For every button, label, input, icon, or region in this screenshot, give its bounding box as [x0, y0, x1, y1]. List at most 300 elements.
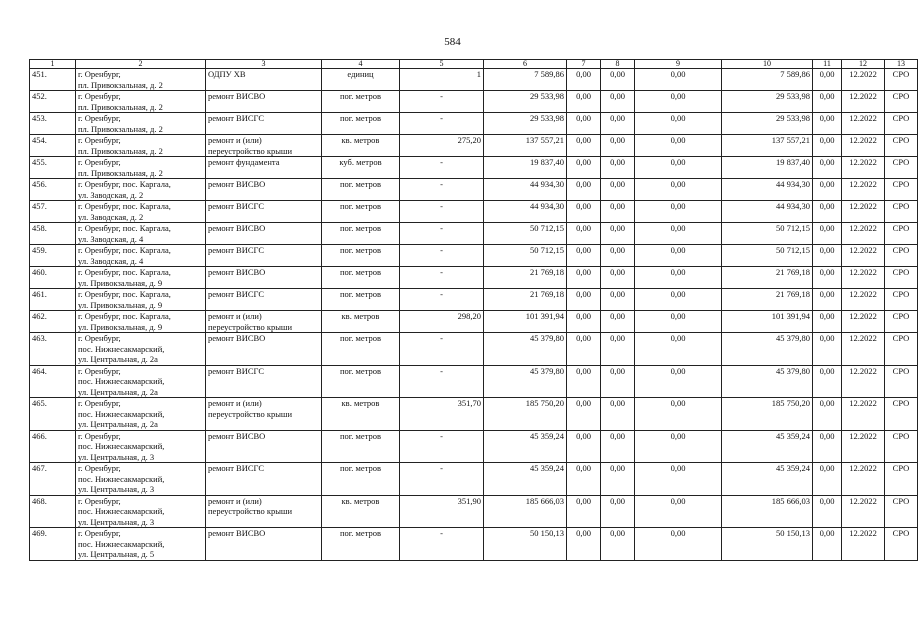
table-row	[30, 430, 918, 463]
work-type-line: переустройство крыши	[208, 321, 293, 332]
period-cell: 12.2022	[842, 113, 885, 135]
table-row	[30, 365, 918, 398]
page-number: 584	[444, 36, 461, 48]
source-cell: СРО	[885, 430, 918, 463]
table-row	[30, 179, 918, 201]
cost-cell: 50 150,13	[484, 528, 567, 561]
period-cell: 12.2022	[842, 528, 885, 561]
address-cell	[76, 157, 206, 179]
value-cell: 0,00	[635, 69, 722, 91]
value-cell: 0,00	[635, 157, 722, 179]
quantity-cell: -	[400, 430, 484, 463]
address-cell	[76, 430, 206, 463]
address-line: г. Оренбург,	[78, 157, 121, 167]
value-cell: 0,00	[813, 430, 842, 463]
row-number-cell: 455.	[30, 157, 76, 179]
work-type-cell	[206, 311, 322, 333]
address-line: пл. Привокзальная, д. 2	[78, 101, 163, 112]
row-number-cell: 463.	[30, 333, 76, 366]
column-header: 3	[206, 60, 322, 69]
cost-cell: 45 359,24	[484, 463, 567, 496]
source-cell: СРО	[885, 113, 918, 135]
total-cell: 21 769,18	[722, 267, 813, 289]
total-cell: 137 557,21	[722, 135, 813, 157]
work-type-cell	[206, 528, 322, 561]
quantity-cell: -	[400, 245, 484, 267]
work-type-line: ремонт ВИСВО	[208, 91, 266, 101]
work-type-cell	[206, 201, 322, 223]
unit-cell: пог. метров	[322, 245, 400, 267]
address-line: г. Оренбург,	[78, 135, 121, 145]
address-cell	[76, 179, 206, 201]
column-header: 9	[635, 60, 722, 69]
table-row	[30, 495, 918, 528]
value-cell: 0,00	[601, 135, 635, 157]
work-type-line: ремонт ВИСВО	[208, 528, 266, 538]
value-cell: 0,00	[601, 201, 635, 223]
table-row	[30, 463, 918, 496]
work-type-line: переустройство крыши	[208, 506, 293, 516]
unit-cell: пог. метров	[322, 289, 400, 311]
value-cell: 0,00	[567, 495, 601, 528]
row-number-cell: 456.	[30, 179, 76, 201]
table-row	[30, 311, 918, 333]
source-cell: СРО	[885, 289, 918, 311]
table-row	[30, 201, 918, 223]
source-cell: СРО	[885, 91, 918, 113]
work-type-line: ремонт и (или)	[208, 135, 262, 145]
cost-cell: 185 750,20	[484, 398, 567, 431]
value-cell: 0,00	[601, 398, 635, 431]
value-cell: 0,00	[567, 245, 601, 267]
source-cell: СРО	[885, 201, 918, 223]
address-line: г. Оренбург,	[78, 430, 121, 441]
quantity-cell: -	[400, 223, 484, 245]
total-cell: 45 379,80	[722, 365, 813, 398]
value-cell: 0,00	[601, 69, 635, 91]
source-cell: СРО	[885, 223, 918, 245]
period-cell: 12.2022	[842, 365, 885, 398]
work-type-line: ремонт ВИСВО	[208, 179, 266, 189]
work-type-cell	[206, 91, 322, 113]
row-number-cell: 469.	[30, 528, 76, 561]
address-cell	[76, 528, 206, 561]
table-row	[30, 245, 918, 267]
value-cell: 0,00	[813, 91, 842, 113]
table-row	[30, 113, 918, 135]
total-cell: 101 391,94	[722, 311, 813, 333]
value-cell: 0,00	[601, 223, 635, 245]
value-cell: 0,00	[567, 113, 601, 135]
value-cell: 0,00	[567, 311, 601, 333]
row-number-cell: 464.	[30, 365, 76, 398]
address-cell	[76, 223, 206, 245]
row-number-cell: 466.	[30, 430, 76, 463]
value-cell: 0,00	[635, 289, 722, 311]
value-cell: 0,00	[567, 398, 601, 431]
unit-cell: кв. метров	[322, 398, 400, 431]
cost-cell: 44 934,30	[484, 201, 567, 223]
period-cell: 12.2022	[842, 398, 885, 431]
value-cell: 0,00	[567, 528, 601, 561]
work-type-cell	[206, 398, 322, 431]
unit-cell: кв. метров	[322, 311, 400, 333]
address-line: пл. Привокзальная, д. 2	[78, 123, 163, 134]
value-cell: 0,00	[635, 179, 722, 201]
cost-cell: 44 934,30	[484, 179, 567, 201]
column-header: 13	[885, 60, 918, 69]
address-line: пл. Привокзальная, д. 2	[78, 79, 163, 90]
table-row	[30, 267, 918, 289]
value-cell: 0,00	[635, 528, 722, 561]
value-cell: 0,00	[635, 495, 722, 528]
address-line: г. Оренбург,	[78, 69, 121, 79]
row-number-cell: 460.	[30, 267, 76, 289]
address-line: ул. Центральная, д. 2а	[78, 386, 158, 397]
total-cell: 29 533,98	[722, 113, 813, 135]
work-type-line: переустройство крыши	[208, 145, 293, 156]
total-cell: 50 150,13	[722, 528, 813, 561]
quantity-cell: -	[400, 157, 484, 179]
work-type-line: ремонт ВИСГС	[208, 113, 264, 123]
address-line: ул. Центральная, д. 3	[78, 484, 155, 494]
address-line: пос. Нижнесакмарский,	[78, 343, 165, 354]
source-cell: СРО	[885, 135, 918, 157]
value-cell: 0,00	[601, 365, 635, 398]
work-type-cell	[206, 365, 322, 398]
work-type-line: ОДПУ ХВ	[208, 69, 246, 79]
source-cell: СРО	[885, 245, 918, 267]
address-line: ул. Заводская, д. 2	[78, 211, 144, 222]
source-cell: СРО	[885, 398, 918, 431]
table-row	[30, 135, 918, 157]
value-cell: 0,00	[567, 365, 601, 398]
total-cell: 45 359,24	[722, 463, 813, 496]
address-line: г. Оренбург, пос. Каргала,	[78, 245, 171, 255]
value-cell: 0,00	[635, 135, 722, 157]
work-type-line: ремонт и (или)	[208, 398, 262, 408]
column-header: 5	[400, 60, 484, 69]
period-cell: 12.2022	[842, 267, 885, 289]
address-cell	[76, 333, 206, 366]
cost-cell: 21 769,18	[484, 267, 567, 289]
value-cell: 0,00	[567, 179, 601, 201]
unit-cell: пог. метров	[322, 267, 400, 289]
source-cell: СРО	[885, 69, 918, 91]
period-cell: 12.2022	[842, 463, 885, 496]
period-cell: 12.2022	[842, 311, 885, 333]
address-cell	[76, 267, 206, 289]
work-type-line: ремонт ВИСГС	[208, 463, 264, 473]
address-line: пос. Нижнесакмарский,	[78, 408, 165, 419]
total-cell: 21 769,18	[722, 289, 813, 311]
work-type-line: ремонт ВИСВО	[208, 267, 266, 277]
source-cell: СРО	[885, 179, 918, 201]
value-cell: 0,00	[601, 113, 635, 135]
address-line: г. Оренбург, пос. Каргала,	[78, 223, 171, 233]
unit-cell: пог. метров	[322, 113, 400, 135]
unit-cell: пог. метров	[322, 223, 400, 245]
value-cell: 0,00	[813, 495, 842, 528]
value-cell: 0,00	[635, 311, 722, 333]
work-type-cell	[206, 179, 322, 201]
value-cell: 0,00	[635, 267, 722, 289]
value-cell: 0,00	[813, 289, 842, 311]
column-header: 8	[601, 60, 635, 69]
value-cell: 0,00	[601, 495, 635, 528]
value-cell: 0,00	[567, 201, 601, 223]
work-type-line: ремонт ВИСГС	[208, 201, 264, 211]
value-cell: 0,00	[635, 430, 722, 463]
address-line: ул. Центральная, д. 5	[78, 549, 155, 559]
cost-cell: 45 379,80	[484, 333, 567, 366]
unit-cell: пог. метров	[322, 91, 400, 113]
value-cell: 0,00	[813, 135, 842, 157]
quantity-cell: 351,90	[400, 495, 484, 528]
work-type-cell	[206, 223, 322, 245]
total-cell: 44 934,30	[722, 179, 813, 201]
unit-cell: пог. метров	[322, 430, 400, 463]
address-line: г. Оренбург, пос. Каргала,	[78, 311, 171, 321]
total-cell: 185 750,20	[722, 398, 813, 431]
column-header: 6	[484, 60, 567, 69]
row-number-cell: 451.	[30, 69, 76, 91]
address-line: пос. Нижнесакмарский,	[78, 376, 165, 386]
address-line: г. Оренбург,	[78, 398, 121, 408]
value-cell: 0,00	[635, 201, 722, 223]
period-cell: 12.2022	[842, 245, 885, 267]
quantity-cell: -	[400, 267, 484, 289]
value-cell: 0,00	[567, 135, 601, 157]
source-cell: СРО	[885, 365, 918, 398]
cost-cell: 21 769,18	[484, 289, 567, 311]
column-header: 2	[76, 60, 206, 69]
value-cell: 0,00	[635, 113, 722, 135]
value-cell: 0,00	[635, 463, 722, 496]
source-cell: СРО	[885, 528, 918, 561]
table-row	[30, 69, 918, 91]
cost-cell: 19 837,40	[484, 157, 567, 179]
source-cell: СРО	[885, 463, 918, 496]
period-cell: 12.2022	[842, 223, 885, 245]
value-cell: 0,00	[635, 333, 722, 366]
quantity-cell: -	[400, 365, 484, 398]
work-type-cell	[206, 245, 322, 267]
address-line: ул. Привокзальная, д. 9	[78, 299, 163, 310]
column-header: 1	[30, 60, 76, 69]
work-type-line: ремонт ВИСГС	[208, 289, 264, 299]
address-cell	[76, 398, 206, 431]
source-cell: СРО	[885, 333, 918, 366]
value-cell: 0,00	[813, 398, 842, 431]
unit-cell: кв. метров	[322, 495, 400, 528]
work-type-cell	[206, 289, 322, 311]
work-type-line: ремонт ВИСВО	[208, 333, 266, 343]
quantity-cell: -	[400, 113, 484, 135]
table-row	[30, 91, 918, 113]
value-cell: 0,00	[635, 245, 722, 267]
row-number-cell: 465.	[30, 398, 76, 431]
quantity-cell: -	[400, 91, 484, 113]
address-line: ул. Центральная, д. 2а	[78, 419, 158, 429]
address-line: ул. Центральная, д. 2а	[78, 354, 158, 364]
total-cell: 44 934,30	[722, 201, 813, 223]
work-type-cell	[206, 267, 322, 289]
address-line: г. Оренбург,	[78, 333, 121, 343]
value-cell: 0,00	[601, 463, 635, 496]
work-type-line: ремонт ВИСГС	[208, 365, 264, 376]
quantity-cell: 351,70	[400, 398, 484, 431]
address-line: г. Оренбург,	[78, 91, 121, 101]
address-cell	[76, 311, 206, 333]
table-row	[30, 398, 918, 431]
value-cell: 0,00	[567, 91, 601, 113]
value-cell: 0,00	[635, 223, 722, 245]
address-line: пос. Нижнесакмарский,	[78, 506, 165, 516]
total-cell: 45 379,80	[722, 333, 813, 366]
cost-cell: 45 359,24	[484, 430, 567, 463]
value-cell: 0,00	[567, 69, 601, 91]
address-line: г. Оренбург, пос. Каргала,	[78, 289, 171, 299]
quantity-cell: 275,20	[400, 135, 484, 157]
value-cell: 0,00	[813, 179, 842, 201]
row-number-cell: 459.	[30, 245, 76, 267]
address-line: пл. Привокзальная, д. 2	[78, 167, 163, 178]
period-cell: 12.2022	[842, 201, 885, 223]
row-number-cell: 467.	[30, 463, 76, 496]
value-cell: 0,00	[567, 267, 601, 289]
column-header: 10	[722, 60, 813, 69]
row-number-cell: 454.	[30, 135, 76, 157]
address-line: г. Оренбург, пос. Каргала,	[78, 201, 171, 211]
cost-cell: 137 557,21	[484, 135, 567, 157]
table-row	[30, 289, 918, 311]
work-type-cell	[206, 495, 322, 528]
column-header: 11	[813, 60, 842, 69]
address-cell	[76, 113, 206, 135]
work-type-line: ремонт ВИСГС	[208, 245, 264, 255]
source-cell: СРО	[885, 495, 918, 528]
value-cell: 0,00	[813, 267, 842, 289]
row-number-cell: 468.	[30, 495, 76, 528]
value-cell: 0,00	[813, 463, 842, 496]
unit-cell: пог. метров	[322, 365, 400, 398]
address-cell	[76, 135, 206, 157]
source-cell: СРО	[885, 311, 918, 333]
value-cell: 0,00	[813, 245, 842, 267]
work-type-cell	[206, 69, 322, 91]
address-line: г. Оренбург,	[78, 528, 121, 538]
quantity-cell: -	[400, 201, 484, 223]
address-line: г. Оренбург,	[78, 495, 121, 506]
period-cell: 12.2022	[842, 289, 885, 311]
column-header: 7	[567, 60, 601, 69]
address-line: пл. Привокзальная, д. 2	[78, 145, 163, 156]
value-cell: 0,00	[813, 333, 842, 366]
value-cell: 0,00	[601, 179, 635, 201]
work-type-line: ремонт и (или)	[208, 495, 262, 506]
work-type-cell	[206, 135, 322, 157]
address-cell	[76, 289, 206, 311]
row-number-cell: 462.	[30, 311, 76, 333]
cost-cell: 29 533,98	[484, 91, 567, 113]
period-cell: 12.2022	[842, 495, 885, 528]
address-cell	[76, 245, 206, 267]
column-header: 12	[842, 60, 885, 69]
value-cell: 0,00	[813, 365, 842, 398]
value-cell: 0,00	[813, 528, 842, 561]
address-line: г. Оренбург,	[78, 365, 121, 376]
row-number-cell: 452.	[30, 91, 76, 113]
value-cell: 0,00	[635, 398, 722, 431]
unit-cell: кв. метров	[322, 135, 400, 157]
address-cell	[76, 201, 206, 223]
work-type-cell	[206, 113, 322, 135]
address-cell	[76, 91, 206, 113]
value-cell: 0,00	[601, 267, 635, 289]
value-cell: 0,00	[601, 311, 635, 333]
address-cell	[76, 495, 206, 528]
address-line: ул. Центральная, д. 3	[78, 516, 155, 527]
work-type-cell	[206, 157, 322, 179]
address-line: ул. Заводская, д. 2	[78, 189, 144, 200]
cost-cell: 50 712,15	[484, 223, 567, 245]
unit-cell: пог. метров	[322, 528, 400, 561]
period-cell: 12.2022	[842, 135, 885, 157]
quantity-cell: -	[400, 463, 484, 496]
cost-cell: 29 533,98	[484, 113, 567, 135]
quantity-cell: -	[400, 289, 484, 311]
cost-cell: 101 391,94	[484, 311, 567, 333]
unit-cell: единиц	[322, 69, 400, 91]
value-cell: 0,00	[601, 245, 635, 267]
work-type-cell	[206, 463, 322, 496]
cost-cell: 185 666,03	[484, 495, 567, 528]
period-cell: 12.2022	[842, 179, 885, 201]
value-cell: 0,00	[601, 430, 635, 463]
quantity-cell: 1	[400, 69, 484, 91]
value-cell: 0,00	[635, 365, 722, 398]
work-type-line: ремонт ВИСВО	[208, 430, 266, 441]
total-cell: 185 666,03	[722, 495, 813, 528]
value-cell: 0,00	[567, 157, 601, 179]
total-cell: 19 837,40	[722, 157, 813, 179]
address-line: г. Оренбург,	[78, 113, 121, 123]
address-line: г. Оренбург, пос. Каргала,	[78, 179, 171, 189]
address-cell	[76, 365, 206, 398]
value-cell: 0,00	[813, 113, 842, 135]
value-cell: 0,00	[601, 528, 635, 561]
unit-cell: пог. метров	[322, 179, 400, 201]
address-cell	[76, 463, 206, 496]
row-number-cell: 457.	[30, 201, 76, 223]
value-cell: 0,00	[601, 289, 635, 311]
address-line: пос. Нижнесакмарский,	[78, 441, 165, 451]
address-cell	[76, 69, 206, 91]
quantity-cell: -	[400, 528, 484, 561]
work-type-line: ремонт и (или)	[208, 311, 262, 321]
value-cell: 0,00	[813, 223, 842, 245]
address-line: ул. Заводская, д. 4	[78, 233, 144, 244]
total-cell: 50 712,15	[722, 245, 813, 267]
cost-cell: 45 379,80	[484, 365, 567, 398]
period-cell: 12.2022	[842, 69, 885, 91]
unit-cell: пог. метров	[322, 463, 400, 496]
value-cell: 0,00	[567, 223, 601, 245]
work-type-line: ремонт ВИСВО	[208, 223, 266, 233]
value-cell: 0,00	[601, 91, 635, 113]
works-table	[29, 59, 918, 561]
